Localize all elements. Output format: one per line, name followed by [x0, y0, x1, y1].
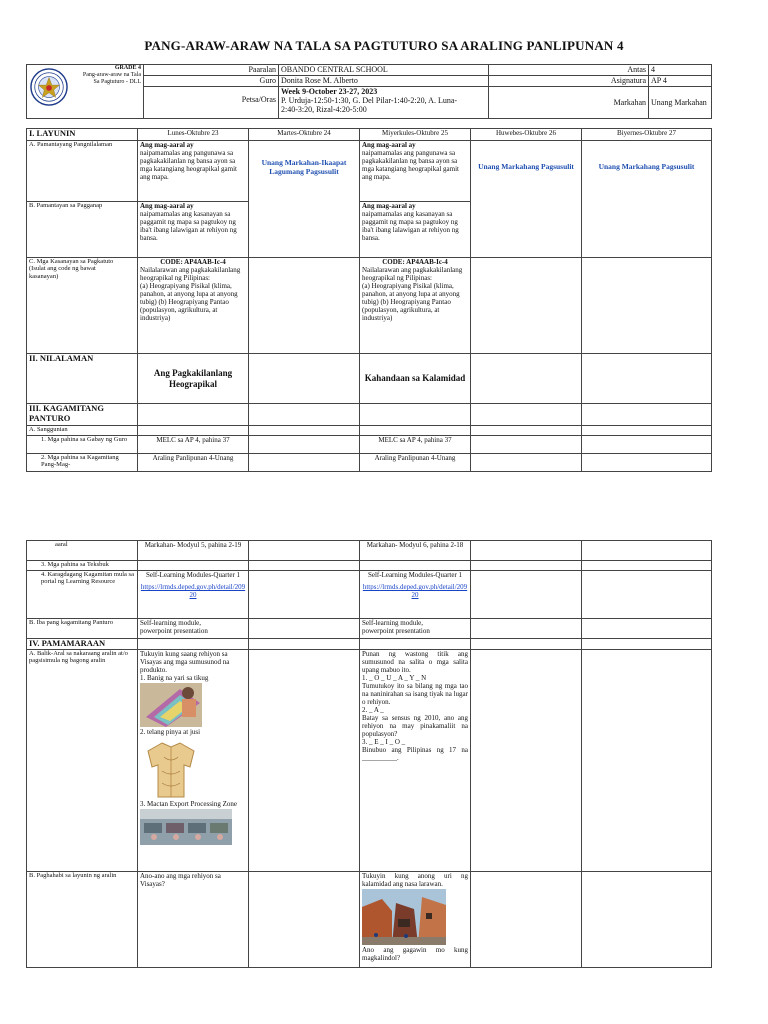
row-c-label: [27, 258, 138, 354]
wed-b: [360, 202, 471, 258]
wed-a: [360, 141, 471, 202]
tue-nilalaman: [249, 354, 360, 404]
barong-photo: [140, 737, 202, 799]
fri-teksbuk: [582, 561, 712, 571]
wed-karagdagang: [360, 571, 471, 619]
antas-label: Antas: [489, 65, 649, 76]
thu-teksbuk: [471, 561, 582, 571]
wed-balik: [360, 649, 471, 871]
mon-kagamitan: [138, 404, 249, 426]
row-gabay: 1. Mga pahina sa Gabay ng Guro: [27, 436, 138, 454]
day-fri: Biyernes-Oktubre 27: [582, 129, 712, 141]
row-c-label2: (Isulat ang code ng bawat: [29, 265, 96, 273]
antas-value: 4: [649, 65, 712, 76]
row-teksbuk: 3. Mga pahina sa Teksbuk: [27, 561, 138, 571]
row-kagamitan-pang-mag: 2. Mga pahina sa Kagamitang Pang-Mag-: [27, 454, 138, 472]
petsa-week: Week 9-October 23-27, 2023: [281, 87, 378, 96]
mon-slm: Self-Learning Modules-Quarter 1: [145, 571, 241, 579]
mon-c: [138, 258, 249, 354]
wed-a-head: Ang mag-aaral ay: [362, 141, 416, 149]
thu-balik: [471, 649, 582, 871]
wed-lm1: Araling Panlipunan 4-Unang: [360, 454, 471, 472]
mon-balik: [138, 649, 249, 871]
dll-line2: Sa Pagtuturo - DLL: [93, 78, 141, 85]
wed-b-body: naipamamalas ang kasanayan sa paggamit ng mapa sa pagtukoy ng iba't ibang lalawigan at rehiyon ng bansa.: [362, 210, 459, 243]
tue-c: [249, 258, 360, 354]
section-kagamitan-l2: PANTURO: [29, 412, 71, 423]
mon-balik-item3: 3. Mactan Export Processing Zone: [140, 800, 238, 808]
tue-iba: [249, 619, 360, 639]
fri-c: [582, 258, 712, 354]
row-balik-aral: A. Balik-Aral sa nakaraang aralin at/o pagsisimula ng bagong aralin: [27, 649, 138, 871]
mon-gabay: MELC sa AP 4, pahina 37: [138, 436, 249, 454]
wed-c-code: CODE: AP4AAB-Ic-4: [382, 258, 448, 266]
wed-slm: Self-Learning Modules-Quarter 1: [367, 571, 463, 579]
tue-pamamaraan: [249, 639, 360, 650]
banig-photo: [140, 683, 202, 727]
row-paghahabi: B. Paghahabi sa layunin ng aralin: [27, 871, 138, 967]
day-mon: Lunes-Oktubre 23: [138, 129, 249, 141]
mon-a-body: naipamamalas ang pangunawa sa pagkakakilanlan ng bansa ayon sa mga katangiang heograpikal gamit ang mapa.: [140, 149, 237, 182]
petsa-sched2: 2:40-3:20, Rizal-4:20-5:00: [281, 105, 367, 115]
grade-label: GRADE 4: [114, 65, 141, 71]
fri-pamamaraan: [582, 639, 712, 650]
fri-paghahabi: [582, 871, 712, 967]
wed-paghahabi1: Tukuyin kung anong uri ng kalamidad ang nasa larawan.: [362, 871, 468, 888]
fri-kagamitan: [582, 404, 712, 426]
wed-kagamitan: [360, 404, 471, 426]
wed-lm2: Markahan- Modyul 6, pahina 2-18: [360, 541, 471, 561]
fri-nilalaman: [582, 354, 712, 404]
wed-iba: [360, 619, 471, 639]
row-b-label: B. Pamantayan sa Pagganap: [27, 202, 138, 258]
markahan-label: Markahan: [489, 87, 649, 119]
fri-lm2: [582, 541, 712, 561]
row-c-label3: kasanayan): [29, 272, 59, 280]
wed-paghahabi2: Ano ang gagawin mo kung magkalindol?: [362, 945, 468, 962]
paaralan-label: Paaralan: [144, 65, 279, 76]
fri-balik: [582, 649, 712, 871]
tue-paghahabi: [249, 871, 360, 967]
row-iba-pang: B. Iba pang kagamitang Panturo: [27, 619, 138, 639]
thu-lm1: [471, 454, 582, 472]
thu-sanggunian: [471, 426, 582, 436]
mon-nilalaman: Ang Pagkakilanlang Heograpikal: [138, 354, 249, 404]
mon-iba2: powerpoint presentation: [140, 627, 208, 636]
mon-iba: [138, 619, 249, 639]
row-karagdagang: 4. Karagdagang Kagamitan mula sa portal ng Learning Resource: [27, 571, 138, 619]
wed-c: [360, 258, 471, 354]
wed-balik-q3-desc: Binubuo ang Pilipinas ng 17 na __________.: [362, 746, 468, 763]
tue-teksbuk: [249, 561, 360, 571]
day-tue: Martes-Oktubre 24: [249, 129, 360, 141]
mon-teksbuk: [138, 561, 249, 571]
section-nilalaman: II. NILALAMAN: [27, 354, 138, 404]
mon-pamamaraan: [138, 639, 249, 650]
fri-lm1: [582, 454, 712, 472]
row-aaral: aaral: [27, 541, 138, 561]
fri-gabay: [582, 436, 712, 454]
day-wed: Miyerkules-Oktubre 25: [360, 129, 471, 141]
mon-b-body: naipamamalas ang kasanayan sa paggamit ng mapa sa pagtukoy ng iba't ibang lalawigan at rehiyon ng bansa.: [140, 210, 237, 243]
wed-b-head: Ang mag-aaral ay: [362, 202, 416, 210]
tue-kagamitan: [249, 404, 360, 426]
row-c-label1: C. Mga Kasanayan sa Pagkatuto: [29, 258, 114, 265]
mon-karagdagang: [138, 571, 249, 619]
petsa-value: [279, 87, 489, 119]
asignatura-label: Asignatura: [489, 76, 649, 87]
mon-lm2: Markahan- Modyul 5, pahina 2-19: [138, 541, 249, 561]
mon-sanggunian: [138, 426, 249, 436]
thu-exam: Unang Markahang Pagsusulit: [471, 141, 582, 258]
petsa-sched1: P. Urduja-12:50-1:30, G. Del Pilar-1:40-2:20, A. Luna-: [281, 96, 458, 106]
wed-balik-q1: 1. _ O _ U _ A _ Y _ N: [362, 673, 427, 682]
section-layunin: I. LAYUNIN: [27, 129, 138, 141]
tue-lm1: [249, 454, 360, 472]
wed-balik-q2-desc: Batay sa sensus ng 2010, ano ang rehiyon na may pinakamaliit na populasyon?: [362, 714, 468, 739]
fri-exam: Unang Markahang Pagsusulit: [582, 141, 712, 258]
row-a-label: A. Pamantayang Pangnilalaman: [27, 141, 138, 202]
wed-pamamaraan: [360, 639, 471, 650]
wed-nilalaman: Kahandaan sa Kalamidad: [360, 354, 471, 404]
section-kagamitan: [27, 404, 138, 426]
thu-iba: [471, 619, 582, 639]
wed-balik-q3: 3. _ E _ I _ O _: [362, 738, 406, 747]
mon-balik-item2: 2. telang pinya at jusi: [140, 727, 201, 736]
row-sanggunian: A. Sanggunian: [27, 426, 138, 436]
header-table: [26, 64, 712, 119]
thu-karagdagang: [471, 571, 582, 619]
tue-karagdagang: [249, 571, 360, 619]
thu-c: [471, 258, 582, 354]
mon-c-code: CODE: AP4AAB-Ic-4: [160, 258, 226, 266]
asignatura-value: AP 4: [649, 76, 712, 87]
fri-sanggunian: [582, 426, 712, 436]
wed-iba1: Self-learning module,: [362, 619, 424, 627]
lesson-table-part2: [26, 540, 712, 968]
tue-balik: [249, 649, 360, 871]
lesson-table-part1: [26, 128, 712, 472]
mon-a-head: Ang mag-aaral ay: [140, 141, 194, 149]
wed-balik-q2: 2. _ A _: [362, 706, 384, 715]
tue-gabay: [249, 436, 360, 454]
page-title: PANG-ARAW-ARAW NA TALA SA PAGTUTURO SA ARALING PANLIPUNAN 4: [144, 38, 624, 53]
wed-balik-q1-desc: Tumutukoy ito sa bilang ng mga tao na naninirahan sa isang tiyak na lugar o rehiyon.: [362, 681, 468, 707]
wed-gabay: MELC sa AP 4, pahina 37: [360, 436, 471, 454]
wed-c-body1: Nailalarawan ang pagkakakilanlang heograpikal ng Pilipinas:: [362, 266, 463, 283]
dll-line1: Pang-araw-araw na Tala: [82, 71, 141, 78]
guro-label: Guro: [144, 76, 279, 87]
tue-sanggunian: [249, 426, 360, 436]
mon-paghahabi: Ano-ano ang mga rehiyon sa Visayas?: [138, 871, 249, 967]
thu-lm2: [471, 541, 582, 561]
mactan-factory-photo: [140, 809, 232, 845]
tue-lm2: [249, 541, 360, 561]
fri-karagdagang: [582, 571, 712, 619]
thu-nilalaman: [471, 354, 582, 404]
thu-gabay: [471, 436, 582, 454]
wed-teksbuk: [360, 561, 471, 571]
thu-kagamitan: [471, 404, 582, 426]
mon-lm1: Araling Panlipunan 4-Unang: [138, 454, 249, 472]
paaralan-value: OBANDO CENTRAL SCHOOL: [279, 65, 489, 76]
tue-exam: Unang Markahan-Ikaapat Lagumang Pagsusulit: [249, 141, 360, 258]
earthquake-photo: [362, 889, 446, 945]
thu-pamamaraan: [471, 639, 582, 650]
day-thu: Huwebes-Oktubre 26: [471, 129, 582, 141]
petsa-label: Petsa/Oras: [144, 87, 279, 119]
fri-iba: [582, 619, 712, 639]
section-kagamitan-l1: III. KAGAMITANG: [29, 403, 104, 413]
mon-a: [138, 141, 249, 202]
wed-balik-intro: Punan ng wastong titik ang sumusunod na salita o mga salita upang mabuo ito.: [362, 649, 468, 674]
thu-paghahabi: [471, 871, 582, 967]
wed-paghahabi: [360, 871, 471, 967]
mon-b-head: Ang mag-aaral ay: [140, 202, 194, 210]
wed-sanggunian: [360, 426, 471, 436]
mon-b: [138, 202, 249, 258]
section-pamamaraan: IV. PAMAMARAAN: [27, 639, 138, 650]
mon-c-body2: (a) Heograpiyang Pisikal (klima, panahon, at anyong lupa at anyong tubig) (b) Heograpiyang Pantao (populasyon, agrikultura, at industriya): [140, 282, 238, 323]
markahan-value: Unang Markahan: [649, 87, 712, 119]
mon-slm-link[interactable]: https://lrmds.deped.gov.ph/detail/20920: [140, 583, 246, 600]
wed-a-body: naipamamalas ang pangunawa sa pagkakakilanlan ng bansa ayon sa mga katangiang heograpikal gamit ang mapa.: [362, 149, 459, 182]
mon-balik1: Tukuyin kung saang rehiyon sa Visayas ang mga sumusunod na produkto.: [140, 649, 230, 674]
mon-c-body1: Nailalarawan ang pagkakakilanlang heograpikal ng Pilipinas:: [140, 266, 241, 283]
mon-iba1: Self-learning module,: [140, 619, 202, 627]
wed-slm-link[interactable]: https://lrmds.deped.gov.ph/detail/20920: [362, 583, 468, 600]
guro-value: Donita Rose M. Alberto: [279, 76, 489, 87]
wed-iba2: powerpoint presentation: [362, 627, 430, 636]
mon-balik-item1: 1. Banig na yari sa tikug: [140, 673, 209, 682]
wed-c-body2: (a) Heograpiyang Pisikal (klima, panahon, at anyong lupa at anyong tubig) (b) Heograpiyang Pantao (populasyon, agrikultura, at industriya): [362, 282, 460, 323]
grade-cell: [27, 65, 144, 119]
